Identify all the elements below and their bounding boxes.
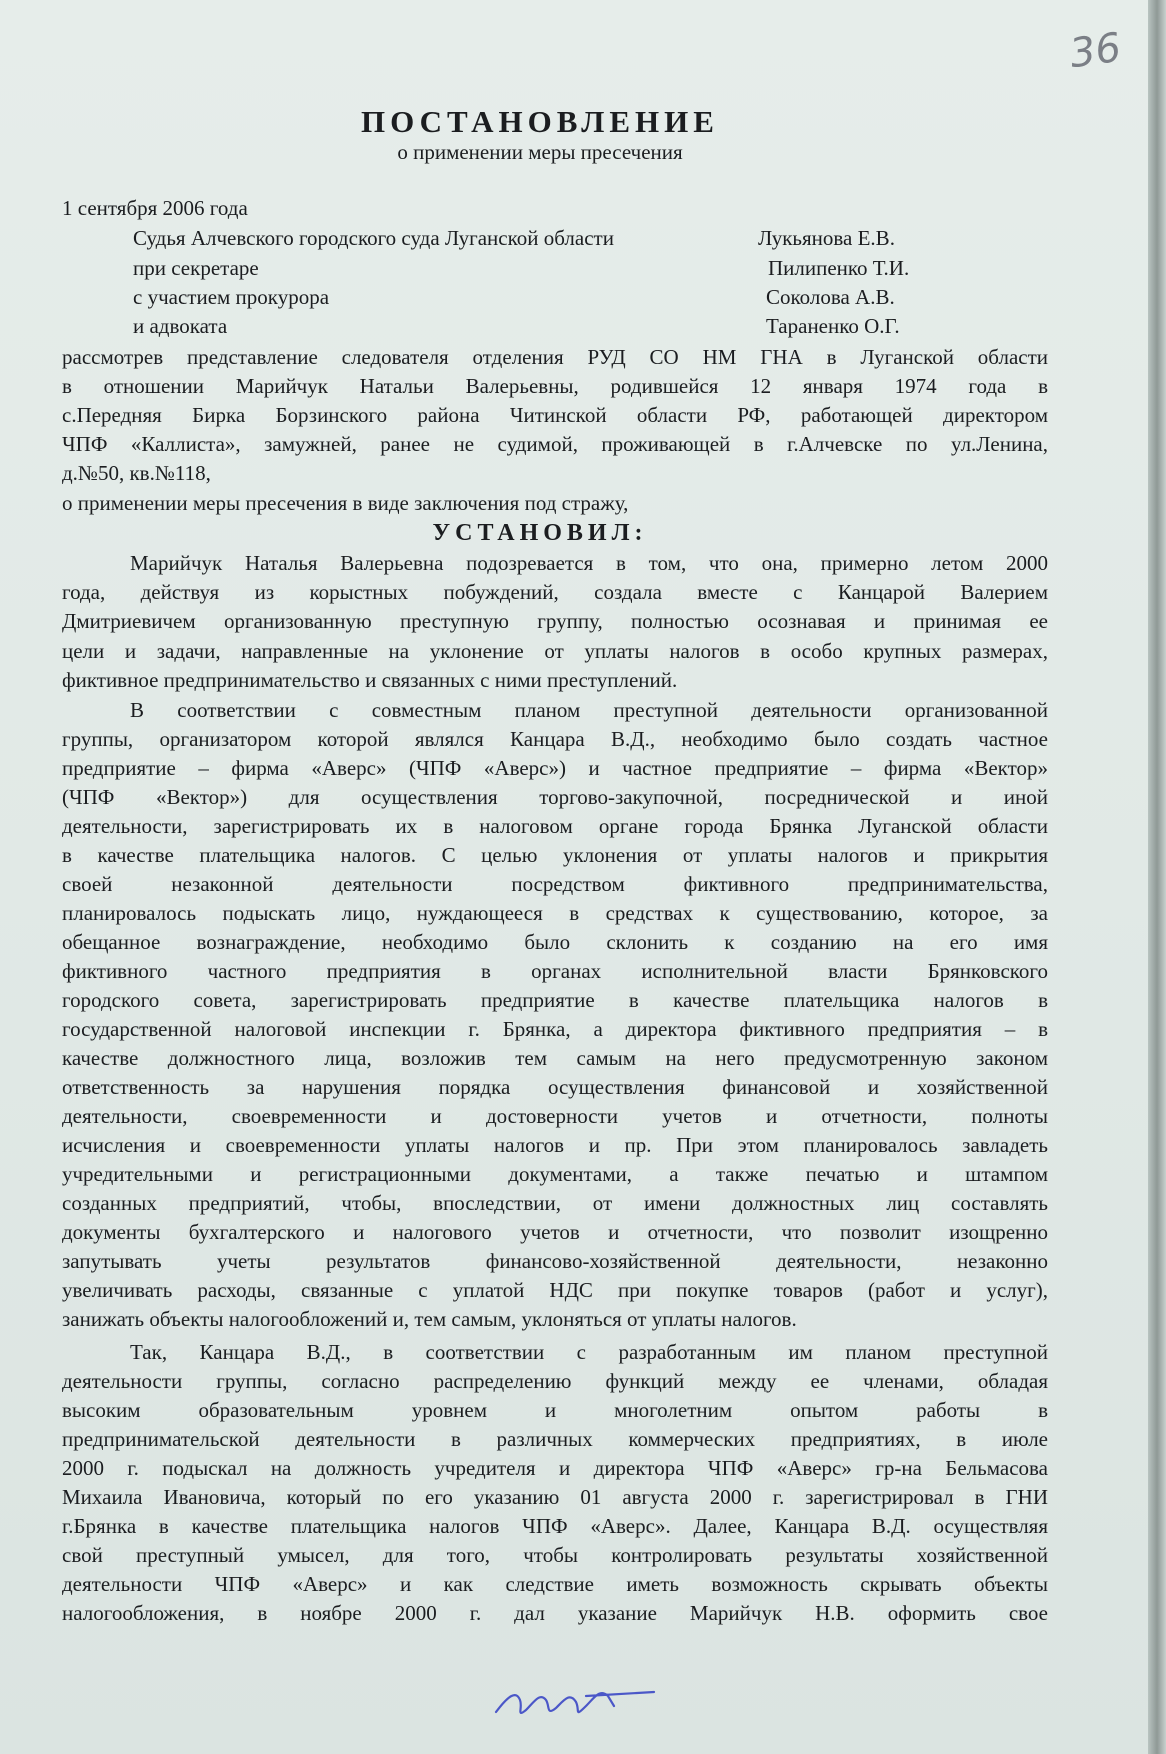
paragraph-line: обещанное вознаграждение, необходимо было склонить к созданию на его имя bbox=[62, 930, 1048, 954]
document-title: ПОСТАНОВЛЕНИЕ bbox=[361, 104, 719, 139]
panel-role-lawyer: и адвоката bbox=[133, 314, 228, 338]
paragraph-line: занижать объекты налогообложений и, тем самым, уклоняться от уплаты налогов. bbox=[62, 1307, 797, 1331]
panel-name-secretary: Пилипенко Т.И. bbox=[768, 256, 910, 280]
paragraph-line: 2000 г. подыскал на должность учредителя и директора ЧПФ «Аверс» гр-на Бельмасова bbox=[62, 1456, 1048, 1480]
paragraph-line: в качестве плательщика налогов. С целью уклонения от уплаты налогов и прикрытия bbox=[62, 843, 1048, 867]
paragraph-line: фиктивного частного предприятия в органах исполнительной власти Брянковского bbox=[62, 959, 1048, 983]
paragraph-line: (ЧПФ «Вектор») для осуществления торгово-закупочной, посреднической и иной bbox=[62, 785, 1048, 809]
paragraph-line: В соответствии с совместным планом преступной деятельности организованной bbox=[130, 698, 1048, 722]
intro-line: д.№50, кв.№118, bbox=[62, 461, 211, 485]
paragraph-line: года, действуя из корыстных побуждений, создала вместе с Канцарой Валерием bbox=[62, 580, 1048, 604]
paragraph-line: группы, организатором которой являлся Канцара В.Д., необходимо было создать частное bbox=[62, 727, 1048, 751]
paragraph-line: Так, Канцара В.Д., в соответствии с разработанным им планом преступной bbox=[130, 1340, 1048, 1364]
panel-role-judge: Судья Алчевского городского суда Луганской области bbox=[133, 226, 614, 250]
paragraph-line: г.Брянка в качестве плательщика налогов ЧПФ «Аверс». Далее, Канцара В.Д. осуществляя bbox=[62, 1514, 1048, 1538]
paragraph-line: запутывать учеты результатов финансово-хозяйственной деятельности, незаконно bbox=[62, 1249, 1048, 1273]
intro-line: ЧПФ «Каллиста», замужней, ранее не судимой, проживающей в г.Алчевске по ул.Ленина, bbox=[62, 432, 1048, 456]
panel-name-prosecutor: Соколова А.В. bbox=[766, 285, 895, 309]
paragraph-line: документы бухгалтерского и налогового учетов и отчетности, что позволит изощренно bbox=[62, 1220, 1048, 1244]
intro-line: с.Передняя Бирка Борзинского района Читинской области РФ, работающей директором bbox=[62, 403, 1048, 427]
paragraph-line: исчисления и своевременности уплаты налогов и пр. При этом планировалось завладеть bbox=[62, 1133, 1048, 1157]
paragraph-line: фиктивное предпринимательство и связанных с ними преступлений. bbox=[62, 668, 678, 692]
panel-role-prosecutor: с участием прокурора bbox=[133, 285, 330, 309]
paragraph-line: качестве должностного лица, возложив тем самым на него предусмотренную законом bbox=[62, 1046, 1048, 1070]
paragraph-line: высоким образовательным уровнем и многолетним опытом работы в bbox=[62, 1398, 1048, 1422]
paragraph-line: своей незаконной деятельности посредством фиктивного предпринимательства, bbox=[62, 872, 1048, 896]
intro-line: в отношении Марийчук Натальи Валерьевны, родившейся 12 января 1974 года в bbox=[62, 374, 1048, 398]
paragraph-line: Марийчук Наталья Валерьевна подозревается в том, что она, примерно летом 2000 bbox=[130, 551, 1048, 575]
paragraph-line: увеличивать расходы, связанные с уплатой НДС при покупке товаров (работ и услуг), bbox=[62, 1278, 1048, 1302]
paragraph-line: городского совета, зарегистрировать предприятие в качестве плательщика налогов в bbox=[62, 988, 1048, 1012]
handwritten-page-number: 36 bbox=[1067, 24, 1124, 78]
paragraph-line: созданных предприятий, чтобы, впоследствии, от имени должностных лиц составлять bbox=[62, 1191, 1048, 1215]
panel-name-judge: Лукьянова Е.В. bbox=[758, 226, 895, 250]
paragraph-line: деятельности группы, согласно распределению функций между ее членами, обладая bbox=[62, 1369, 1048, 1393]
paragraph-line: деятельности, зарегистрировать их в налоговом органе города Брянка Луганской области bbox=[62, 814, 1048, 838]
paragraph-line: Михаила Ивановича, который по его указанию 01 августа 2000 г. зарегистрировал в ГНИ bbox=[62, 1485, 1048, 1509]
paragraph-line: свой преступный умысел, для того, чтобы контролировать результаты хозяйственной bbox=[62, 1543, 1048, 1567]
paragraph-line: планировалось подыскать лицо, нуждающееся в средствах к существованию, которое, за bbox=[62, 901, 1048, 925]
paragraph-line: налогообложения, в ноябре 2000 г. дал указание Марийчук Н.В. оформить свое bbox=[62, 1601, 1048, 1625]
established-heading: УСТАНОВИЛ: bbox=[432, 520, 648, 546]
paragraph-line: деятельности, своевременности и достоверности учетов и отчетности, полноты bbox=[62, 1104, 1048, 1128]
panel-role-secretary: при секретаре bbox=[133, 256, 259, 280]
paragraph-line: предпринимательской деятельности в различных коммерческих предприятиях, в июле bbox=[62, 1427, 1048, 1451]
paragraph-line: учредительными и регистрационными документами, а также печатью и штампом bbox=[62, 1162, 1048, 1186]
paragraph-line: деятельности ЧПФ «Аверс» и как следствие иметь возможность скрывать объекты bbox=[62, 1572, 1048, 1596]
page-stack-edge bbox=[1148, 0, 1166, 1754]
paragraph-line: цели и задачи, направленные на уклонение от уплаты налогов в особо крупных размерах, bbox=[62, 639, 1048, 663]
handwritten-signature bbox=[490, 1666, 660, 1726]
intro-line: рассмотрев представление следователя отделения РУД СО НМ ГНА в Луганской области bbox=[62, 345, 1048, 369]
paragraph-line: Дмитриевичем организованную преступную группу, полностью осознавая и принимая ее bbox=[62, 609, 1048, 633]
panel-name-lawyer: Тараненко О.Г. bbox=[766, 314, 900, 338]
intro-line: о применении меры пресечения в виде заключения под стражу, bbox=[62, 491, 629, 515]
paragraph-line: предприятие – фирма «Аверс» (ЧПФ «Аверс») и частное предприятие – фирма «Вектор» bbox=[62, 756, 1048, 780]
paragraph-line: государственной налоговой инспекции г. Брянка, а директора фиктивного предприятия – в bbox=[62, 1017, 1048, 1041]
paragraph-line: ответственность за нарушения порядка осуществления финансовой и хозяйственной bbox=[62, 1075, 1048, 1099]
document-subtitle: о применении меры пресечения bbox=[397, 140, 683, 164]
document-date: 1 сентября 2006 года bbox=[62, 196, 248, 220]
